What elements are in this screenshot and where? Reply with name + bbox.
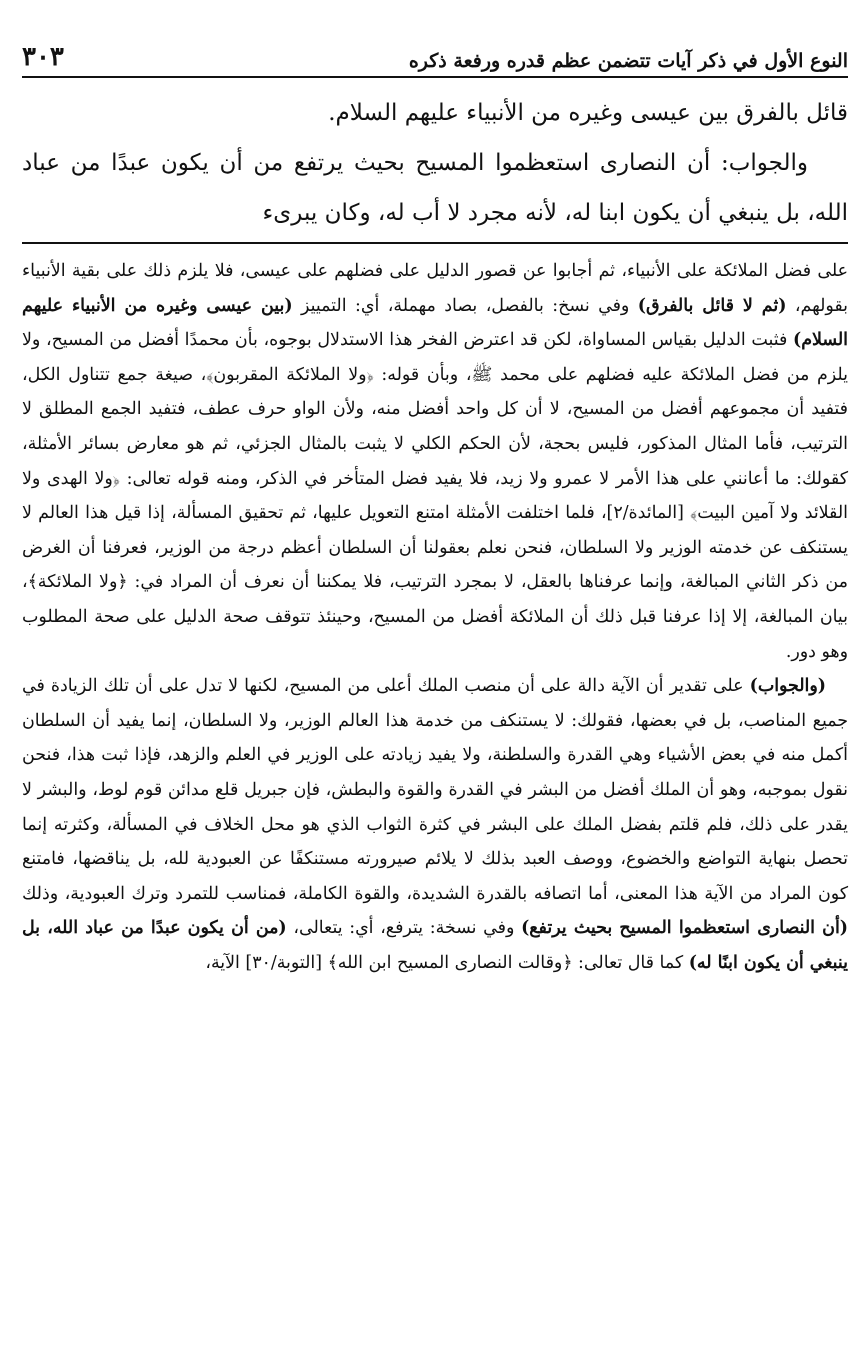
commentary-paragraph [22,254,848,669]
commentary-text: كما قال تعالى: ﴿وقالت النصارى المسيح ابن الله﴾ [التوبة/٣٠] الآية، [205,952,689,973]
running-title: النوع الأول في ذكر آيات تتضمن عظم قدره ورفعة ذكره [408,50,848,72]
commentary-text: على فضل الملائكة على الأنبياء، ثم أجابوا عن قصور الدليل على فضلهم على عيسى، فلا يلزم ذلك على بقية الأنبياء بقولهم، [22,261,849,316]
main-text [22,88,848,238]
book-page [22,28,848,980]
footnote-separator [22,242,848,244]
main-text-answer: والجواب: أن النصارى استعظموا المسيح بحيث يرتفع من أن يكون عبدًا من عباد الله، بل ينبغي أن يكون ابنا له، لأنه مجرد لا أب له، وكان يبرىء [22,150,848,226]
quoted-matn: (ثم لا قائل بالفرق) [637,295,787,316]
commentary-text: فثبت الدليل بقياس المساواة، لكن قد اعترض الفخر هذا الاستدلال بوجوه، بأن محمدًا أفضل من المسيح، ولا يلزم من فضل الملائكة عليه فضلهم على محمد ﷺ، وبأن قوله: ﴿ولا الملائكة المقربون﴾، صيغة جمع تتناول الكل، فتفيد أن مجموعهم أفضل من المسيح، لا أن كل واحد أفضل منه، ولأن الواو حرف عطف، فتفيد الجمع المطلق لا الترتيب، فأما المثال المذكور، فليس بحجة، لأن الحكم الكلي لا يثبت بالمثال الجزئي، ثم هو معارض بسائر الأمثلة، كقولك: ما أعانني على هذا الأمر لا عمرو ولا زيد، فلا يفيد فضل المتأخر في الذكر، ومنه قوله تعالى: ﴿ولا الهدى ولا القلائد ولا آمين البيت﴾ [المائدة/٢]، فلما اختلفت الأمثلة امتنع التعويل عليها، ثم تحقيق المسألة، إذا قيل هذا العالم لا يستنكف عن خدمته الوزير ولا السلطان، فنحن نعلم بعقولنا أن السلطان أعظم درجة من الوزير، فعرفنا أن الغرض من ذكر الثاني المبالغة، وإنما عرفناها بالعقل، لا بمجرد الترتيب، فلا يمكننا أن نعرف أن المراد في: ﴿ولا الملائكة﴾، بيان المبالغة، إلا إذا عرفنا قبل ذلك أن الملائكة أفضل من المسيح، وحينئذ تتوقف صحة الدليل على صحة المطلوب وهو دور. [22,330,848,662]
commentary-text: وفي نسخ: بالفصل، بصاد مهملة، أي: التمييز [292,295,638,316]
page-number: ٣٠٣ [22,42,64,72]
page-header [22,28,848,78]
quoted-matn: (بين عيسى وغيره من الأنبياء عليهم السلام) [22,295,848,351]
commentary-text: على تقدير أن الآية دالة على أن منصب الملك أعلى من المسيح، لكنها لا تدل على أن تلك الزيادة في جميع المناصب، بل في بعضها، فقولك: لا يستنكف من خدمة هذا العالم الوزير، ولا السلطان، إنما يفيد أن السلطان أكمل منه في بعض الأشياء وهي القدرة والسلطنة، ولا يفيد زيادته على الوزير في العلم والزهد، فإذا ثبت هذا، فنحن نقول بموجبه، وهو أن الملك أفضل من البشر في القدرة والقوة والبطش، فإن جبريل قلع مدائن قوم لوط، والبشر لا يقدر على ذلك، فلم قلتم بفضل الملك على البشر في كثرة الثواب الذي هو محل الخلاف في المسألة، وكثرته إنما تحصل بنهاية التواضع والخضوع، ووصف العبد بذلك لا يلائم صيرورته مستنكفًا عن العبودية لله، بل يناقضها، فامتنع كون المراد من الآية هذا المعنى، أما اتصافه بالقدرة الشديدة، والقوة الكاملة، فمناسب للتمرد وترك العبودية، وذلك [22,676,848,904]
quoted-matn: (من أن يكون عبدًا من عباد الله، بل ينبغي أن يكون ابنًا له) [22,918,848,973]
commentary-text: وفي نسخة: يترفع، أي: يتعالى، [286,918,522,939]
commentary [22,254,848,980]
commentary-paragraph [22,669,848,980]
quoted-matn: (والجواب) [749,676,826,697]
quoted-matn: (أن النصارى استعظموا المسيح بحيث يرتفع) [521,918,848,939]
main-text-line: قائل بالفرق بين عيسى وغيره من الأنبياء عليهم السلام. [328,100,848,126]
